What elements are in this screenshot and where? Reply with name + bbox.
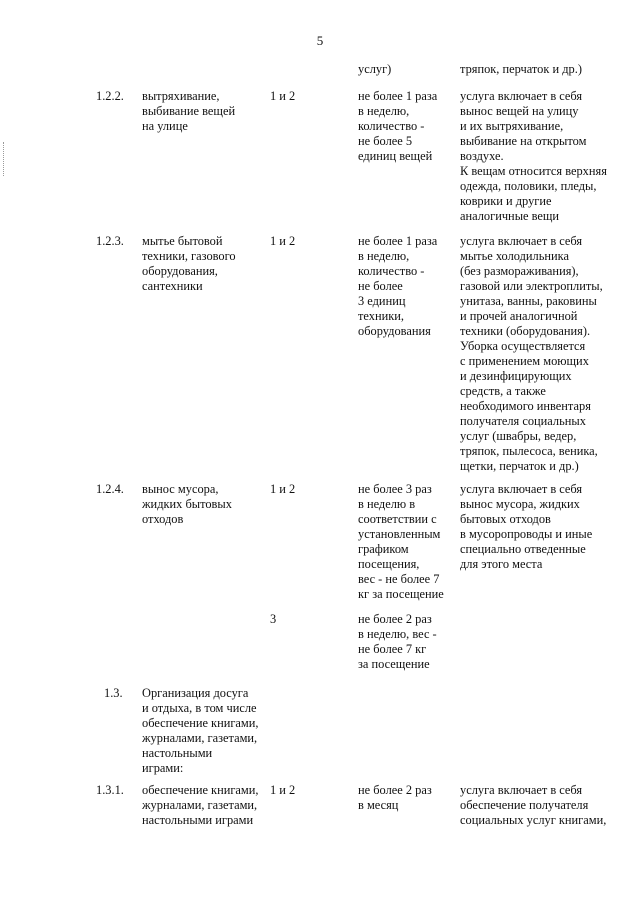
cell-group: 1 и 2 [270, 783, 296, 797]
cell-description: услуга включает в себя обеспечение получателя социальных услуг книгами, [460, 783, 607, 827]
cell-frequency: услуг) [358, 62, 392, 76]
cell-group: 1 и 2 [270, 89, 296, 103]
cell-number: 1.2.4. [96, 482, 124, 496]
cell-frequency: не более 2 раз в месяц [358, 783, 432, 812]
cell-group: 3 [270, 612, 277, 626]
cell-frequency: не более 2 раз в неделю, вес - не более 7 кг за посещение [358, 612, 437, 671]
cell-number: 1.3.1. [96, 783, 124, 797]
cell-number: 1.2.2. [96, 89, 124, 103]
cell-description: услуга включает в себя мытье холодильника (без размораживания), газовой или электроплиты, унитаза, ванны, раковины и прочей аналогичной техники (оборудования). Уборка осуществляется с применением моющих и дезинфицирующих средств, а также необходимого инвентаря получателя социальных услуг (швабры, ведер, тряпок, пылесоса, веника, щетки, перчаток и др.) [460, 234, 603, 473]
cell-service-name: вытряхивание, выбивание вещей на улице [142, 89, 236, 133]
cell-service-name: мытье бытовой техники, газового оборудования, сантехники [142, 234, 236, 293]
cell-number: 1.3. [104, 686, 123, 700]
cell-frequency: не более 3 раз в неделю в соответствии с установленным графиком посещения, вес - не более 7 кг за посещение [358, 482, 444, 601]
cell-group: 1 и 2 [270, 234, 296, 248]
cell-group: 1 и 2 [270, 482, 296, 496]
cell-service-name: Организация досуга и отдыха, в том числе обеспечение книгами, журналами, газетами, настольными играми: [142, 686, 259, 775]
page-number: 5 [316, 33, 324, 48]
cell-service-name: вынос мусора, жидких бытовых отходов [142, 482, 232, 526]
cell-description: тряпок, перчаток и др.) [460, 62, 582, 76]
cell-frequency: не более 1 раза в неделю, количество - не более 3 единиц техники, оборудования [358, 234, 438, 338]
cell-description: услуга включает в себя вынос мусора, жидких бытовых отходов в мусоропроводы и иные специально отведенные для этого места [460, 482, 593, 571]
cell-number: 1.2.3. [96, 234, 124, 248]
margin-mark [3, 142, 5, 176]
cell-service-name: обеспечение книгами, журналами, газетами, настольными играми [142, 783, 259, 827]
cell-description: услуга включает в себя вынос вещей на улицу и их вытряхивание, выбивание на открытом воздухе. К вещам относится верхняя одежда, половики, пледы, коврики и другие аналогичные вещи [460, 89, 607, 223]
cell-frequency: не более 1 раза в неделю, количество - не более 5 единиц вещей [358, 89, 438, 163]
